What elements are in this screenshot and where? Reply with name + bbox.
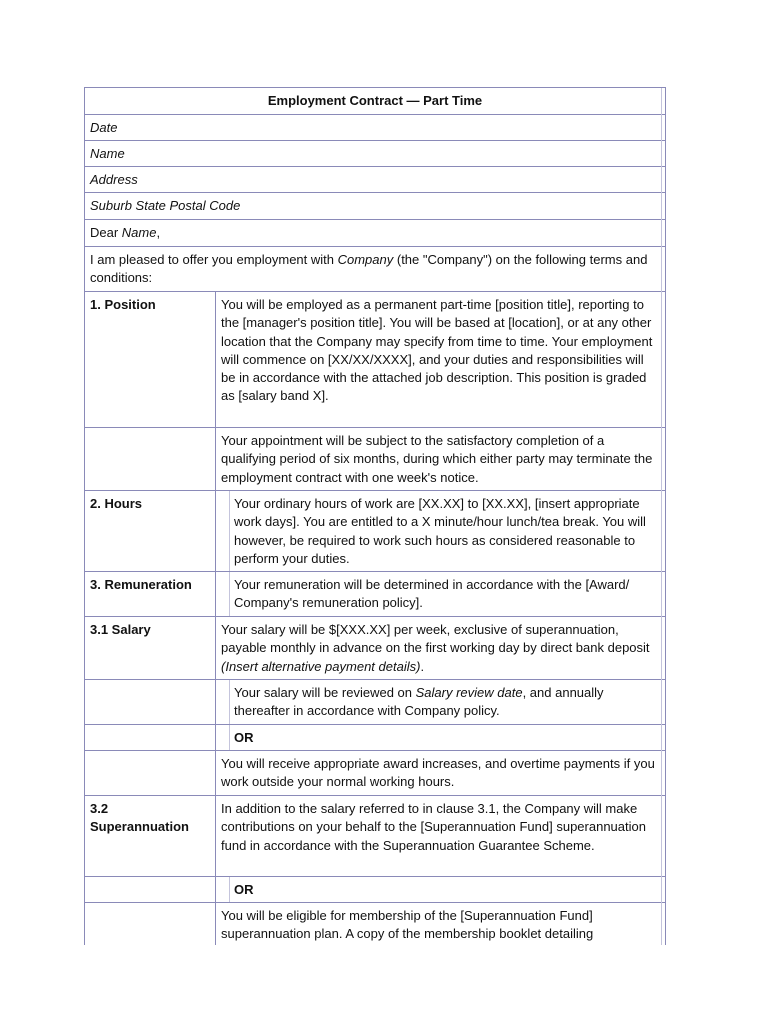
salary-review-date[interactable]: Salary review date bbox=[415, 685, 523, 700]
suburb-field[interactable]: Suburb State Postal Code bbox=[90, 198, 241, 213]
company-name[interactable]: Company bbox=[337, 252, 394, 267]
probation-row bbox=[85, 428, 665, 491]
super-or-row bbox=[85, 877, 665, 903]
date-row bbox=[85, 115, 665, 141]
salary-or-row bbox=[85, 725, 665, 751]
probation-text: Your appointment will be subject to the satisfactory completion of a qualifying period of six months, during which either party may terminate the employment contract with one week's notice. bbox=[221, 433, 653, 485]
contract-form bbox=[84, 87, 666, 945]
remuneration-text: Your remuneration will be determined in accordance with the [Award/ Company's remuneration policy]. bbox=[234, 577, 630, 611]
salary-label: 3.1 Salary bbox=[85, 617, 216, 679]
suburb-row bbox=[85, 193, 665, 220]
super-plan-text: You will be eligible for membership of the [Superannuation Fund] superannuation plan. A copy of the membership booklet detailing bbox=[221, 908, 594, 942]
super-or-text: OR bbox=[234, 882, 254, 897]
salary-review-row bbox=[85, 680, 665, 725]
name-row bbox=[85, 141, 665, 167]
position-row bbox=[85, 292, 665, 428]
position-label: 1. Position bbox=[85, 292, 216, 427]
position-text: You will be employed as a permanent part-time [position title], reporting to the [manager's position title]. You will be based at [location], or at any other location that the Company may specify from time to time. Your employment will commence on [XX/XX/XXXX], and your duties and responsibilities will be in accordance with the attached job description. This position is graded as [salary band X]. bbox=[221, 297, 653, 404]
salary-text: Your salary will be $[XXX.XX] per week, exclusive of superannuation, payable monthly in advance on the first working day by direct bank deposit (Insert alternative payment details). bbox=[221, 622, 650, 674]
greeting: Dear Name, bbox=[90, 225, 161, 240]
probation-label-cell bbox=[85, 428, 216, 490]
super-plan-row bbox=[85, 903, 665, 945]
address-row bbox=[85, 167, 665, 193]
remuneration-label: 3. Remuneration bbox=[85, 572, 216, 616]
salary-review-text: Your salary will be reviewed on Salary review date, and annually thereafter in accordance with Company policy. bbox=[234, 685, 604, 719]
hours-text: Your ordinary hours of work are [XX.XX] to [XX.XX], [insert appropriate work days]. You are entitled to a X minute/hour lunch/tea break. You will however, be required to work such hours as considered reasonable to perform your duties. bbox=[234, 496, 646, 566]
contract-title: Employment Contract — Part Time bbox=[85, 88, 665, 115]
super-row bbox=[85, 796, 665, 877]
intro-row bbox=[85, 247, 665, 292]
remuneration-row bbox=[85, 572, 665, 617]
salary-or-text: OR bbox=[234, 730, 254, 745]
name-field[interactable]: Name bbox=[90, 146, 125, 161]
award-row bbox=[85, 751, 665, 796]
hours-row bbox=[85, 491, 665, 572]
date-field[interactable]: Date bbox=[90, 120, 118, 135]
intro-text: I am pleased to offer you employment with Company (the "Company") on the following terms and conditions: bbox=[90, 252, 648, 285]
address-field[interactable]: Address bbox=[90, 172, 138, 187]
hours-label: 2. Hours bbox=[85, 491, 216, 571]
salary-row bbox=[85, 617, 665, 680]
greeting-row bbox=[85, 220, 665, 247]
super-text: In addition to the salary referred to in clause 3.1, the Company will make contributions on your behalf to the [Superannuation Fund] superannuation fund in accordance with the Superannuation Guarantee Scheme. bbox=[221, 801, 646, 853]
greeting-name[interactable]: Name bbox=[121, 225, 157, 240]
award-text: You will receive appropriate award increases, and overtime payments if you work outside your normal working hours. bbox=[221, 756, 655, 790]
super-label: 3.2 Superannuation bbox=[85, 796, 216, 876]
